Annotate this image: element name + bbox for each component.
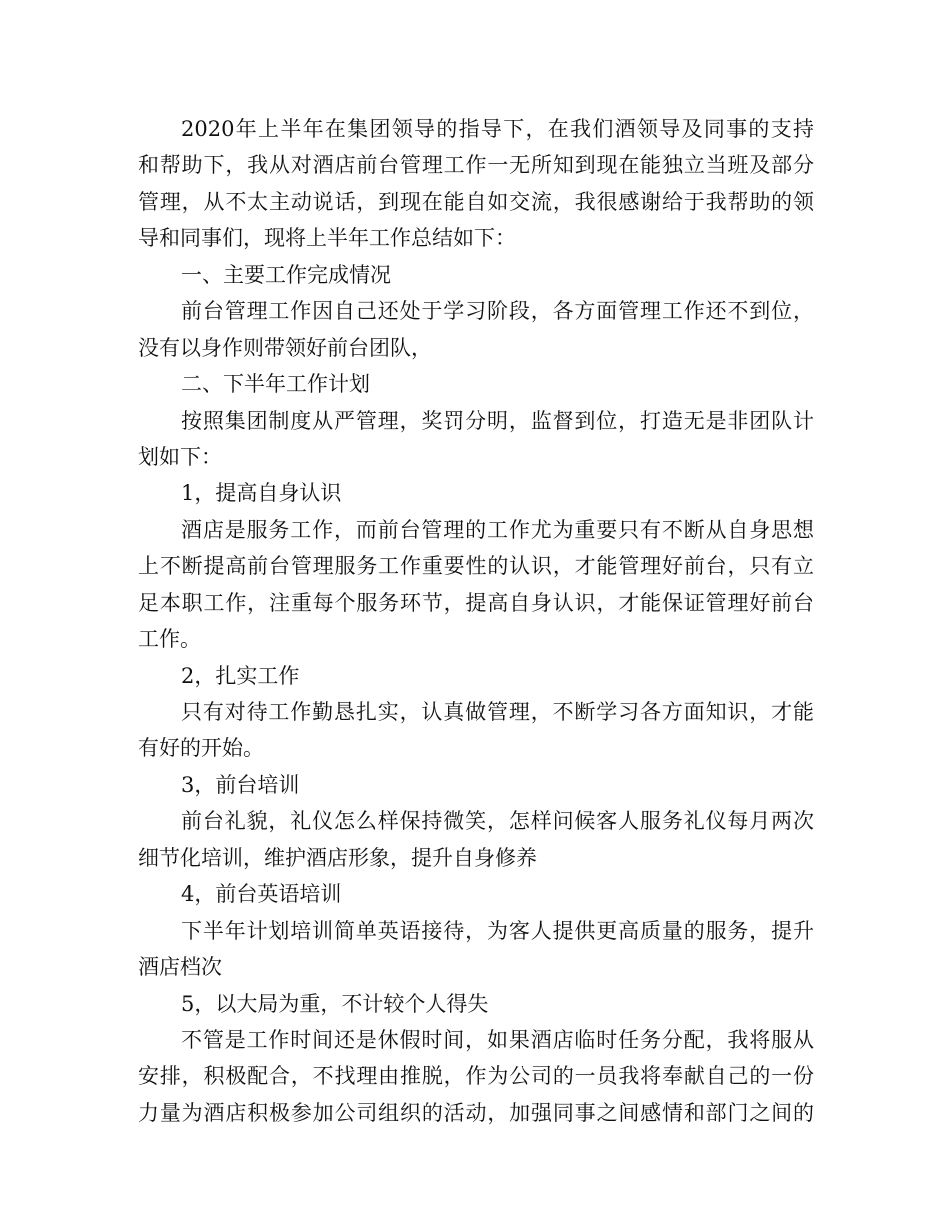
text-line: 1，提高自身认识 bbox=[181, 481, 342, 506]
text-line: 管理，从不太主动说话，到现在能自如交流，我很感谢给于我帮助的领 bbox=[138, 189, 814, 214]
text-line: 按照集团制度从严管理，奖罚分明，监督到位，打造无是非团队计 bbox=[181, 408, 814, 433]
text-line: 下半年计划培训简单英语接待，为客人提供更高质量的服务，提升 bbox=[181, 918, 814, 943]
text-line: 只有对待工作勤恳扎实，认真做管理，不断学习各方面知识，才能 bbox=[181, 700, 814, 724]
text-line: 二、下半年工作计划 bbox=[181, 372, 370, 397]
text-line: 2020年上半年在集团领导的指导下，在我们酒领导及同事的支持 bbox=[181, 117, 814, 141]
text-line: 导和同事们，现将上半年工作总结如下： bbox=[138, 226, 516, 251]
text-line: 酒店是服务工作，而前台管理的工作尤为重要只有不断从自身思想 bbox=[181, 517, 814, 542]
text-line: 工作。 bbox=[138, 627, 201, 652]
text-line: 力量为酒店积极参加公司组织的活动，加强同事之间感情和部门之间的 bbox=[138, 1100, 814, 1125]
text-line: 安排，积极配合，不找理由推脱，作为公司的一员我将奉献自己的一份 bbox=[138, 1064, 814, 1089]
text-line: 前台管理工作因自己还处于学习阶段，各方面管理工作还不到位， bbox=[181, 299, 814, 324]
text-line: 5，以大局为重，不计较个人得失 bbox=[181, 991, 489, 1016]
text-line: 不管是工作时间还是休假时间，如果酒店临时任务分配，我将服从 bbox=[181, 1027, 814, 1052]
text-line: 有好的开始。 bbox=[138, 736, 264, 761]
text-line: 划如下： bbox=[138, 444, 222, 469]
text-line: 3，前台培训 bbox=[181, 772, 300, 797]
text-line: 酒店档次 bbox=[138, 955, 222, 980]
text-line: 上不断提高前台管理服务工作重要性的认识，才能管理好前台，只有立 bbox=[138, 554, 814, 579]
text-line: 细节化培训，维护酒店形象，提升自身修养 bbox=[138, 845, 537, 870]
text-line: 一、主要工作完成情况 bbox=[181, 262, 391, 287]
text-line: 足本职工作，注重每个服务环节，提高自身认识，才能保证管理好前台 bbox=[138, 590, 814, 615]
text-line: 前台礼貌，礼仪怎么样保持微笑，怎样问候客人服务礼仪每月两次 bbox=[181, 809, 814, 834]
text-line: 没有以身作则带领好前台团队， bbox=[138, 335, 432, 360]
text-line: 和帮助下，我从对酒店前台管理工作一无所知到现在能独立当班及部分 bbox=[138, 153, 814, 178]
document-body bbox=[138, 111, 814, 1131]
text-line: 4，前台英语培训 bbox=[181, 882, 342, 907]
text-line: 2，扎实工作 bbox=[181, 663, 300, 688]
